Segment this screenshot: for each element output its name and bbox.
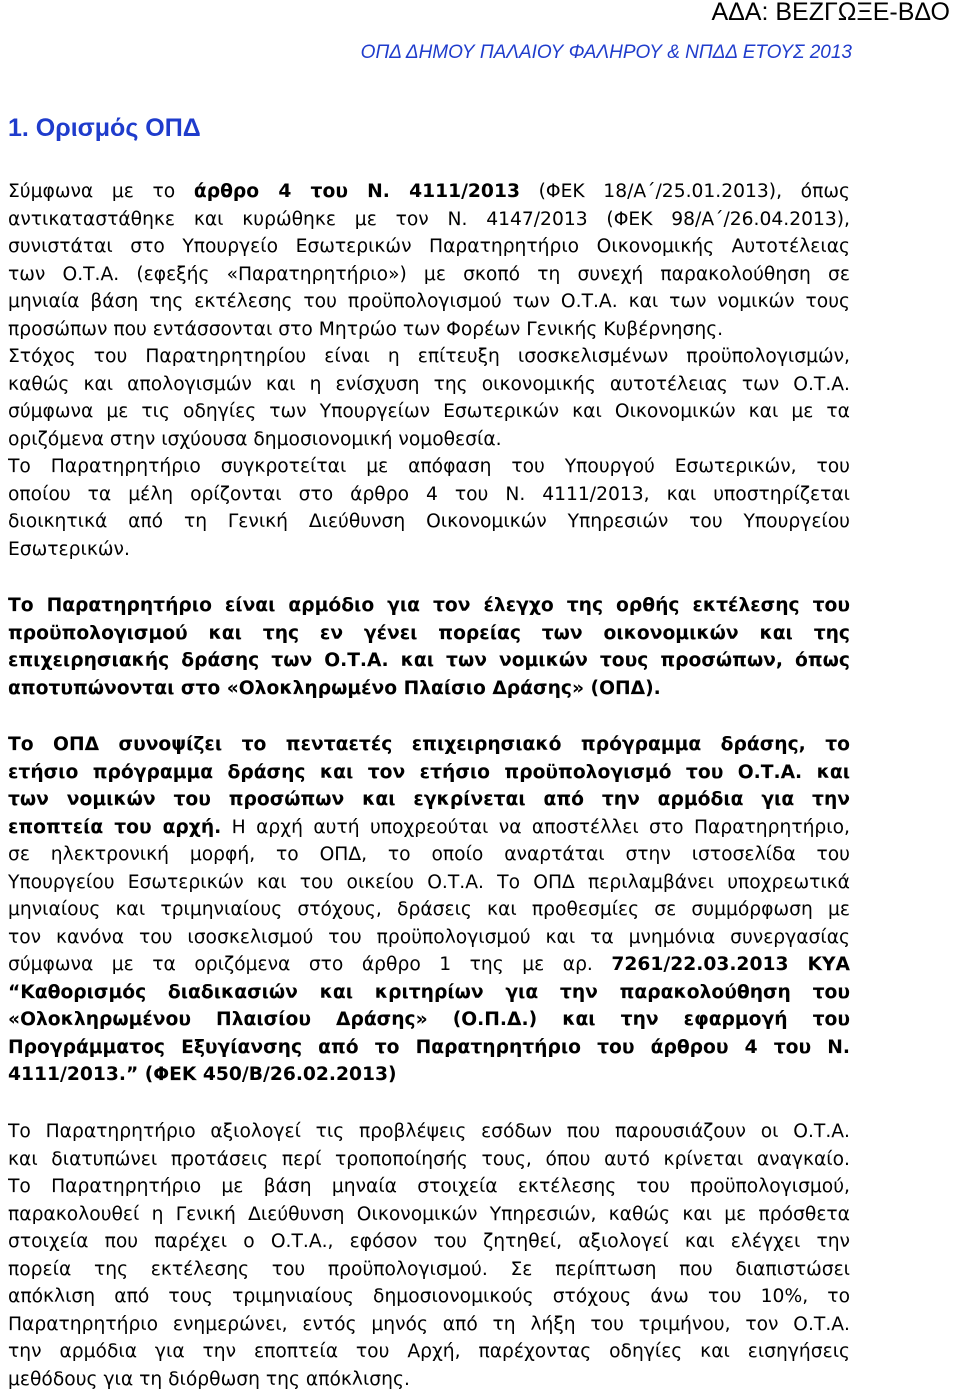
text-line: 4111/2013.” (ΦΕΚ 450/Β/26.02.2013) (8, 1061, 850, 1089)
text-line: σε ηλεκτρονική μορφή, το ΟΠΔ, το οποίο αναρτάται στην ιστοσελίδα του (8, 841, 850, 869)
text-line: διοικητικά από τη Γενική Διεύθυνση Οικονομικών Υπηρεσιών του Υπουργείου (8, 508, 850, 536)
text-line: μεθόδους για τη διόρθωση της απόκλισης. (8, 1366, 850, 1393)
text-line: αντικαταστάθηκε και κυρώθηκε με τον Ν. 4147/2013 (ΦΕΚ 98/Α΄/26.04.2013), (8, 206, 850, 234)
text-line: μηνιαία βάση της εκτέλεσης του προϋπολογισμού των Ο.Τ.Α. και των νομικών τους (8, 288, 850, 316)
text-line: στοιχεία που παρέχει ο Ο.Τ.Α., εφόσον του ζητηθεί, αξιολογεί και ελέγχει την (8, 1228, 850, 1256)
text-line: επιχειρησιακής δράσης των Ο.Τ.Α. και των νομικών τους προσώπων, όπως (8, 647, 850, 675)
text-line: σύμφωνα με τα οριζόμενα στο άρθρο 1 της με αρ. 7261/22.03.2013 ΚΥΑ (8, 951, 850, 979)
paragraph-competence (8, 592, 850, 702)
text-line: παρακολουθεί η Γενική Διεύθυνση Οικονομικών Υπηρεσιών, καθώς και με πρόσθετα (8, 1201, 850, 1229)
text-line: εποπτεία του αρχή. Η αρχή αυτή υποχρεούται να αποστέλλει στο Παρατηρητήριο, (8, 814, 850, 842)
text-line: των νομικών του προσώπων και εγκρίνεται από την αρμόδια για την (8, 786, 850, 814)
text-line: Το Παρατηρητήριο αξιολογεί τις προβλέψεις εσόδων που παρουσιάζουν οι Ο.Τ.Α. (8, 1118, 850, 1146)
text-line: σύμφωνα με τις οδηγίες των Υπουργείων Εσωτερικών και Οικονομικών και με τα (8, 398, 850, 426)
text-line: την αρμόδια για την εποπτεία του Αρχή, παρέχοντας οδηγίες και εισηγήσεις (8, 1338, 850, 1366)
text-line: «Ολοκληρωμένου Πλαισίου Δράσης» (Ο.Π.Δ.) και την εφαρμογή του (8, 1006, 850, 1034)
text-line: Το Παρατηρητήριο είναι αρμόδιο για τον έλεγχο της ορθής εκτέλεσης του (8, 592, 850, 620)
text-line: Σύμφωνα με το άρθρο 4 του Ν. 4111/2013 (ΦΕΚ 18/Α΄/25.01.2013), όπως (8, 178, 850, 206)
text-line: τον κανόνα του ισοσκελισμού του προϋπολογισμού και τα μνημόνια συνεργασίας (8, 924, 850, 952)
text-line: Το Παρατηρητήριο συγκροτείται με απόφαση του Υπουργού Εσωτερικών, του (8, 453, 850, 481)
text-line: απόκλιση από τους τριμηνιαίους δημοσιονομικούς στόχους άνω του 10%, το (8, 1283, 850, 1311)
text-line: των Ο.Τ.Α. (εφεξής «Παρατηρητήριο») με σκοπό τη συνεχή παρακολούθηση σε (8, 261, 850, 289)
text-line: οριζόμενα στην ισχύουσα δημοσιονομική νομοθεσία. (8, 426, 850, 454)
text-line: Στόχος του Παρατηρητηρίου είναι η επίτευξη ισοσκελισμένων προϋπολογισμών, (8, 343, 850, 371)
document-title: ΟΠΔ ΔΗΜΟΥ ΠΑΛΑΙΟΥ ΦΑΛΗΡΟΥ & ΝΠΔΔ ΕΤΟΥΣ 2013 (0, 42, 852, 64)
text-line: Προγράμματος Εξυγίανσης από το Παρατηρητήριο του άρθρου 4 του Ν. (8, 1034, 850, 1062)
text-line: πορεία της εκτέλεσης του προϋπολογισμού. Σε περίπτωση που διαπιστώσει (8, 1256, 850, 1284)
paragraph-opd-summary (8, 731, 850, 1089)
text-line: Εσωτερικών. (8, 536, 850, 564)
text-line: Υπουργείου Εσωτερικών και του οικείου Ο.Τ.Α. Το ΟΠΔ περιλαμβάνει υποχρεωτικά (8, 869, 850, 897)
text-line: προσώπων που εντάσσονται στο Μητρώο των Φορέων Γενικής Κυβέρνησης. (8, 316, 850, 344)
text-line: προϋπολογισμού και της εν γένει πορείας των οικονομικών και της (8, 620, 850, 648)
text-line: συνιστάται στο Υπουργείο Εσωτερικών Παρατηρητήριο Οικονομικής Αυτοτέλειας (8, 233, 850, 261)
text-line: μηνιαίους και τριμηνιαίους στόχους, δράσεις και προθεσμίες σε συμμόρφωση με (8, 896, 850, 924)
text-line: Το ΟΠΔ συνοψίζει το πενταετές επιχειρησιακό πρόγραμμα δράσης, το (8, 731, 850, 759)
ada-code: ΑΔΑ: ΒΕΖΓΩΞΕ-ΒΔΟ (650, 0, 950, 27)
text-line: Παρατηρητήριο ενημερώνει, εντός μηνός από τη λήξη του τριμήνου, τον Ο.Τ.Α. (8, 1311, 850, 1339)
text-line: καθώς και απολογισμών και η ενίσχυση της οικονομικής αυτοτέλειας των Ο.Τ.Α. (8, 371, 850, 399)
section-heading: 1. Ορισμός ΟΠΔ (8, 114, 201, 143)
text-line: αποτυπώνονται στο «Ολοκληρωμένο Πλαίσιο Δράσης» (ΟΠΔ). (8, 675, 850, 703)
paragraph-definition (8, 178, 850, 563)
text-line: οποίου τα μέλη ορίζονται στο άρθρο 4 του Ν. 4111/2013, και υποστηρίζεται (8, 481, 850, 509)
text-line: και διατυπώνει προτάσεις περί τροποποίησής τους, όπου αυτό κρίνεται αναγκαίο. (8, 1146, 850, 1174)
text-line: “Καθορισμός διαδικασιών και κριτηρίων για την παρακολούθηση του (8, 979, 850, 1007)
paragraph-evaluation (8, 1118, 850, 1393)
text-line: ετήσιο πρόγραμμα δράσης και τον ετήσιο προϋπολογισμό του Ο.Τ.Α. και (8, 759, 850, 787)
text-line: Το Παρατηρητήριο με βάση μηναία στοιχεία εκτέλεσης του προϋπολογισμού, (8, 1173, 850, 1201)
